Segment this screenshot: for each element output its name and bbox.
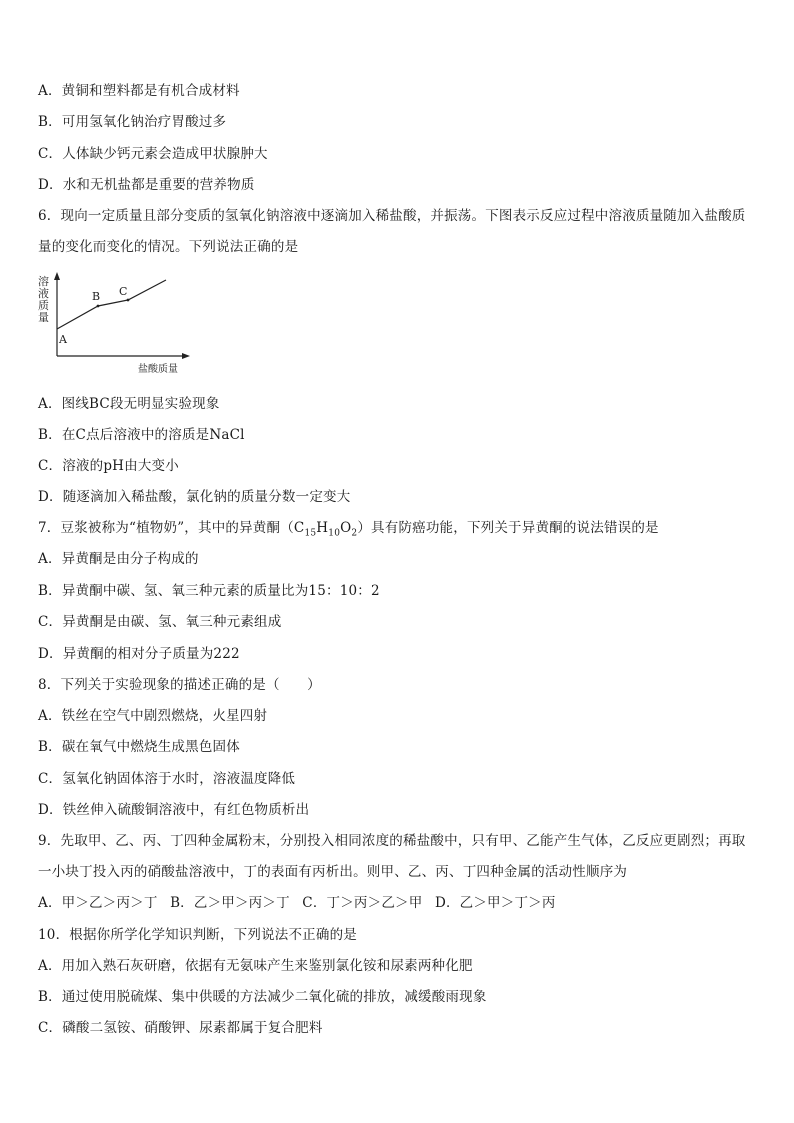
q7-stem-post: ）具有防癌功能，下列关于异黄酮的说法错误的是 bbox=[357, 520, 659, 536]
q6-option-b: B．在C点后溶液中的溶质是NaCl bbox=[38, 427, 245, 443]
q10-stem: 10．根据你所学化学知识判断，下列说法不正确的是 bbox=[38, 927, 357, 943]
q7-option-a: A．异黄酮是由分子构成的 bbox=[38, 551, 199, 567]
q9-option-a: A．甲＞乙＞丙＞丁 bbox=[38, 895, 158, 911]
q9-stem-line1: 9．先取甲、乙、丙、丁四种金属粉末，分别投入相同浓度的稀盐酸中，只有甲、乙能产生气体，乙反应更剧烈；再取 bbox=[38, 833, 746, 849]
q6-stem-line1: 6．现向一定质量且部分变质的氢氧化钠溶液中逐滴加入稀盐酸，并振荡。下图表示反应过程中溶液质量随加入盐酸质 bbox=[38, 208, 746, 224]
q9-option-c: C．丁＞丙＞乙＞甲 bbox=[302, 895, 423, 911]
q10-option-c: C．磷酸二氢铵、硝酸钾、尿素都属于复合肥料 bbox=[38, 1020, 323, 1036]
formula-h: H bbox=[316, 520, 329, 536]
point-label-b: B bbox=[92, 290, 101, 303]
formula-o-sub: 2 bbox=[351, 528, 358, 539]
q7-option-d: D．异黄酮的相对分子质量为222 bbox=[38, 646, 240, 662]
q5-option-b: B．可用氢氧化钠治疗胃酸过多 bbox=[38, 114, 227, 130]
q6-figure bbox=[36, 268, 196, 388]
q8-stem: 8．下列关于实验现象的描述正确的是（ ） bbox=[38, 677, 321, 693]
q6-xlabel: 盐酸质量 bbox=[138, 364, 178, 375]
q10-option-a: A．用加入熟石灰研磨，依据有无氨味产生来鉴别氯化铵和尿素两种化肥 bbox=[38, 958, 473, 974]
q5-option-a: A．黄铜和塑料都是有机合成材料 bbox=[38, 83, 240, 99]
point-label-a: A bbox=[59, 333, 67, 346]
formula-o: O bbox=[340, 520, 352, 536]
x-axis-arrow bbox=[182, 353, 190, 359]
q9-options bbox=[38, 894, 564, 912]
q7-stem-pre: 7．豆浆被称为“植物奶”，其中的异黄酮（ bbox=[38, 520, 294, 536]
q8-option-c: C．氢氧化钠固体溶于水时，溶液温度降低 bbox=[38, 771, 296, 787]
point-c-dot bbox=[127, 299, 130, 302]
q10-option-b: B．通过使用脱硫煤、集中供暖的方法减少二氧化硫的排放，减缓酸雨现象 bbox=[38, 989, 487, 1005]
formula-h-sub: 10 bbox=[328, 528, 341, 539]
q9-stem-line2: 一小块丁投入丙的硝酸盐溶液中，丁的表面有丙析出。则甲、乙、丙、丁四种金属的活动性顺序为 bbox=[38, 864, 628, 880]
q6-option-a: A．图线BC段无明显实验现象 bbox=[38, 396, 220, 412]
q6-option-d: D．随逐滴加入稀盐酸，氯化钠的质量分数一定变大 bbox=[38, 489, 351, 505]
q7-option-b: B．异黄酮中碳、氢、氧三种元素的质量比为15：10：2 bbox=[38, 583, 380, 599]
y-axis-arrow bbox=[54, 272, 60, 280]
q6-curve bbox=[57, 280, 166, 329]
formula-c-sub: 15 bbox=[304, 528, 317, 539]
q9-option-b: B．乙＞甲＞丙＞丁 bbox=[170, 895, 290, 911]
q8-option-b: B．碳在氧气中燃烧生成黑色固体 bbox=[38, 739, 240, 755]
q7-option-c: C．异黄酮是由碳、氢、氧三种元素组成 bbox=[38, 614, 282, 630]
q8-option-d: D．铁丝伸入硫酸铜溶液中，有红色物质析出 bbox=[38, 802, 310, 818]
q6-stem-line2: 量的变化而变化的情况。下列说法正确的是 bbox=[38, 239, 299, 255]
q5-option-c: C．人体缺少钙元素会造成甲状腺肿大 bbox=[38, 146, 268, 162]
point-b-dot bbox=[97, 305, 100, 308]
q7-formula bbox=[293, 520, 358, 539]
q5-option-d: D．水和无机盐都是重要的营养物质 bbox=[38, 177, 255, 193]
q9-option-d: D．乙＞甲＞丁＞丙 bbox=[434, 895, 556, 911]
q6-ylabel: 溶液质量 bbox=[38, 275, 49, 324]
point-label-c: C bbox=[119, 285, 128, 298]
q8-option-a: A．铁丝在空气中剧烈燃烧，火星四射 bbox=[38, 708, 268, 724]
q7-stem bbox=[38, 519, 659, 537]
formula-c: C bbox=[293, 520, 305, 536]
q6-option-c: C．溶液的pH由大变小 bbox=[38, 458, 179, 474]
